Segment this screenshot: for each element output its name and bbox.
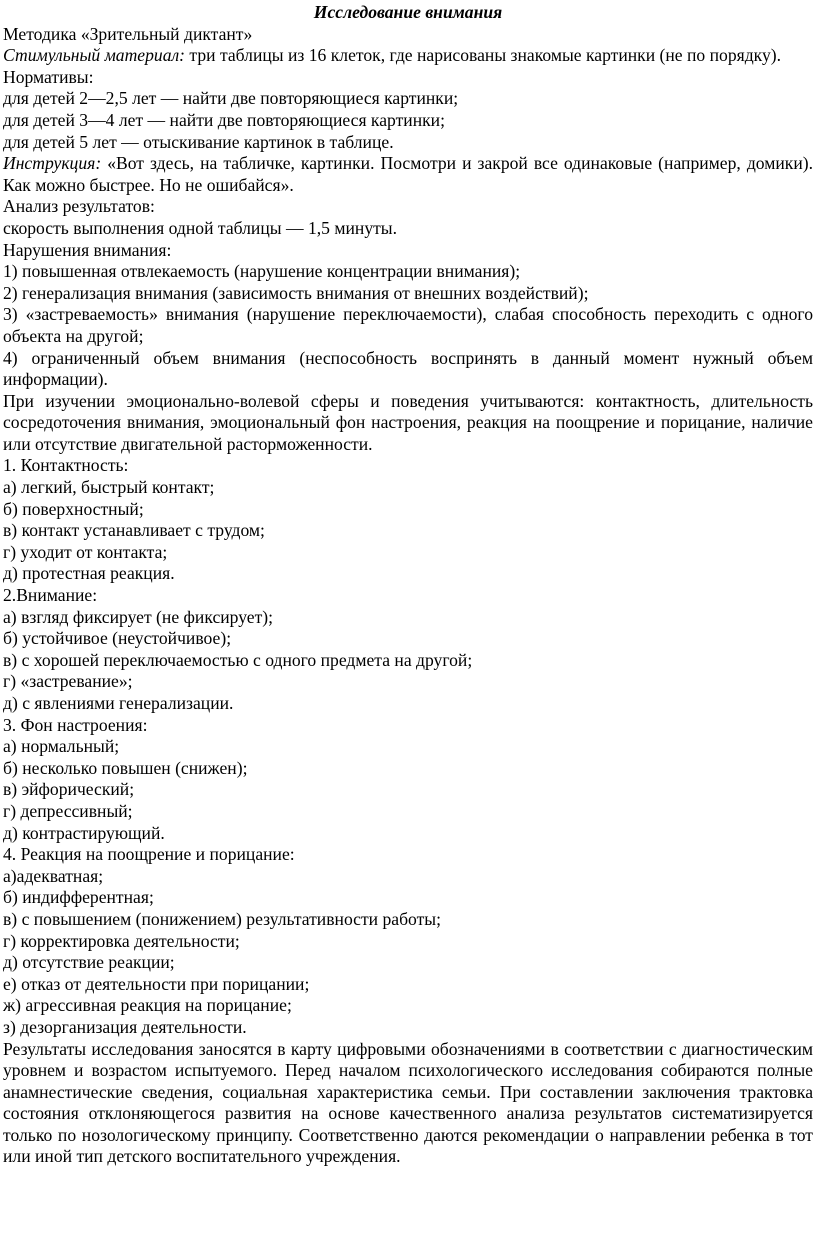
instruction-label: Инструкция: bbox=[3, 153, 102, 174]
conclusion-paragraph: Результаты исследования заносятся в карту цифровыми обозначениями в соответствии с диагностическим уровнем и возрастом испытуемого. Перед началом психологического исследования собираются полные анамнестические сведения, социальная характеристика семьи. При составлении заключения трактовка состояния отклоняющегося развития на основе качественного анализа результатов систематизируется только по нозологическому принципу. Соответственно даются рекомендации о направлении ребенка в тот или иной тип детского воспитательного учреждения. bbox=[3, 1038, 813, 1167]
disorders-heading: Нарушения внимания: bbox=[3, 239, 172, 260]
mood-item: г) депрессивный; bbox=[3, 800, 133, 821]
mood-item: а) нормальный; bbox=[3, 736, 120, 757]
method-name: Методика «Зрительный диктант» bbox=[3, 23, 253, 44]
instruction-paragraph bbox=[3, 153, 813, 196]
reaction-item: д) отсутствие реакции; bbox=[3, 952, 175, 973]
disorder-item: 2) генерализация внимания (зависимость внимания от внешних воздействий); bbox=[3, 282, 589, 303]
contact-heading: 1. Контактность: bbox=[3, 455, 129, 476]
contact-item: г) уходит от контакта; bbox=[3, 541, 168, 562]
attention-item: б) устойчивое (неустойчивое); bbox=[3, 628, 232, 649]
reaction-item: б) индифферентная; bbox=[3, 887, 154, 908]
disorder-item: 3) «застреваемость» внимания (нарушение переключаемости), слабая способность переходить с одного объекта на другой; bbox=[3, 304, 813, 346]
emotional-intro: При изучении эмоционально-волевой сферы и поведения учитываются: контактность, длительность сосредоточения внимания, эмоциональный фон настроения, реакция на поощрение и порицание, наличие или отсутствие двигательной расторможенности. bbox=[3, 390, 813, 454]
reaction-item: е) отказ от деятельности при порицании; bbox=[3, 973, 310, 994]
stimulus-label: Стимульный материал: bbox=[3, 45, 186, 66]
stimulus-text: три таблицы из 16 клеток, где нарисованы знакомые картинки (не по порядку). bbox=[185, 45, 782, 66]
reaction-item: ж) агрессивная реакция на порицание; bbox=[3, 995, 292, 1016]
reaction-item: г) корректировка деятельности; bbox=[3, 930, 240, 951]
norm-item: для детей 2—2,5 лет — найти две повторяющиеся картинки; bbox=[3, 88, 459, 109]
disorder-item: 4) ограниченный объем внимания (неспособность воспринять в данный момент нужный объем информации). bbox=[3, 347, 813, 390]
attention-item: а) взгляд фиксирует (не фиксирует); bbox=[3, 606, 274, 627]
norm-item: для детей 5 лет — отыскивание картинок в таблице. bbox=[3, 131, 394, 152]
instruction-text: «Вот здесь, на табличке, картинки. Посмотри и закрой все одинаковые (например, домики). Как можно быстрее. Но не ошибайся». bbox=[3, 153, 813, 195]
contact-item: в) контакт устанавливает с трудом; bbox=[3, 520, 265, 541]
analysis-text: скорость выполнения одной таблицы — 1,5 минуты. bbox=[3, 217, 398, 238]
reaction-item: а)адекватная; bbox=[3, 865, 104, 886]
norm-item: для детей 3—4 лет — найти две повторяющиеся картинки; bbox=[3, 109, 445, 130]
norms-heading: Нормативы: bbox=[3, 66, 94, 87]
attention-heading: 2.Внимание: bbox=[3, 585, 98, 606]
mood-item: б) несколько повышен (снижен); bbox=[3, 757, 248, 778]
attention-item: д) с явлениями генерализации. bbox=[3, 693, 234, 713]
contact-item: б) поверхностный; bbox=[3, 498, 144, 519]
attention-item: г) «застревание»; bbox=[3, 671, 133, 692]
contact-item: а) легкий, быстрый контакт; bbox=[3, 477, 215, 498]
mood-heading: 3. Фон настроения: bbox=[3, 714, 148, 735]
mood-item: д) контрастирующий. bbox=[3, 822, 165, 843]
reaction-item: в) с повышением (понижением) результативности работы; bbox=[3, 908, 442, 929]
reaction-heading: 4. Реакция на поощрение и порицание: bbox=[3, 844, 295, 865]
page-title: Исследование внимания bbox=[313, 2, 503, 22]
mood-item: в) эйфорический; bbox=[3, 779, 135, 800]
attention-item: в) с хорошей переключаемостью с одного предмета на другой; bbox=[3, 649, 473, 670]
disorder-item: 1) повышенная отвлекаемость (нарушение концентрации внимания); bbox=[3, 261, 521, 282]
reaction-item: з) дезорганизация деятельности. bbox=[3, 1016, 247, 1037]
analysis-heading: Анализ результатов: bbox=[3, 196, 155, 217]
contact-item: д) протестная реакция. bbox=[3, 563, 175, 584]
stimulus-paragraph bbox=[3, 45, 813, 67]
